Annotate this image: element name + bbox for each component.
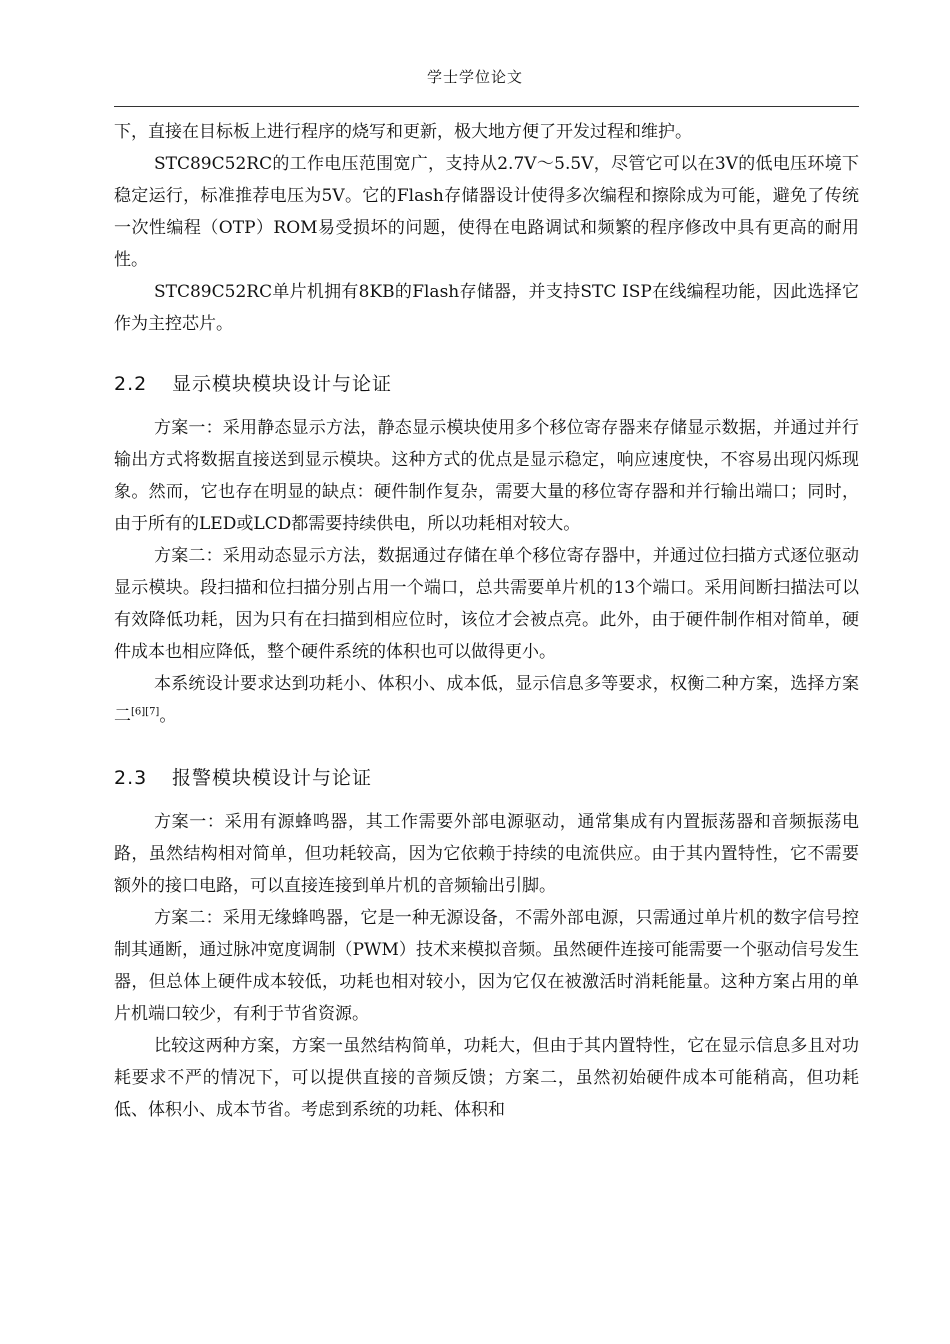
paragraph-continued: 下，直接在目标板上进行程序的烧写和更新，极大地方便了开发过程和维护。 — [114, 122, 692, 142]
paragraph-passive-buzzer: 方案二：采用无缘蜂鸣器，它是一种无源设备，不需外部电源，只需通过单片机的数字信号控制其通断，通过脉冲宽度调制（PWM）技术来模拟音频。虽然硬件连接可能需要一个驱动信号发生器，但总体上硬件成本较低，功耗也相对较小，因为它仅在被激活时消耗能量。这种方案占用的单片机端口较少，有利于节省资源。 — [114, 908, 859, 1024]
section-heading-2-2 — [114, 368, 859, 400]
section-number: 2.3 — [114, 767, 148, 789]
section-title: 显示模块模块设计与论证 — [172, 373, 393, 395]
document-body — [114, 116, 859, 1126]
conclusion-end: 。 — [159, 706, 177, 726]
section-number: 2.2 — [114, 373, 148, 395]
header-divider — [114, 106, 859, 107]
section-title: 报警模块模设计与论证 — [172, 767, 373, 789]
paragraph-chip-selection: STC89C52RC单片机拥有8KB的Flash存储器，并支持STC ISP在线编程功能，因此选择它作为主控芯片。 — [114, 282, 859, 334]
paragraph-active-buzzer: 方案一：采用有源蜂鸣器，其工作需要外部电源驱动，通常集成有内置振荡器和音频振荡电路，虽然结构相对简单，但功耗较高，因为它依赖于持续的电流供应。由于其内置特性，它不需要额外的接口电路，可以直接连接到单片机的音频输出引脚。 — [114, 812, 859, 896]
conclusion-text: 本系统设计要求达到功耗小、体积小、成本低，显示信息多等要求，权衡二种方案，选择方案二 — [114, 674, 859, 726]
page-header-title: 学士学位论文 — [426, 68, 523, 86]
paragraph-dynamic-display: 方案二：采用动态显示方法，数据通过存储在单个移位寄存器中，并通过位扫描方式逐位驱动显示模块。段扫描和位扫描分别占用一个端口，总共需要单片机的13个端口。采用间断扫描法可以有效降低功耗，因为只有在扫描到相应位时，该位才会被点亮。此外，由于硬件制作相对简单，硬件成本也相应降低，整个硬件系统的体积也可以做得更小。 — [114, 546, 859, 662]
paragraph-display-conclusion — [114, 668, 859, 732]
section-heading-2-3 — [114, 762, 859, 794]
paragraph-voltage-range: STC89C52RC的工作电压范围宽广，支持从2.7V～5.5V，尽管它可以在3V的低电压环境下稳定运行，标准推荐电压为5V。它的Flash存储器设计使得多次编程和擦除成为可能，避免了传统一次性编程（OTP）ROM易受损坏的问题，使得在电路调试和频繁的程序修改中具有更高的耐用性。 — [114, 154, 859, 270]
paragraph-buzzer-comparison: 比较这两种方案，方案一虽然结构简单，功耗大，但由于其内置特性，它在显示信息多且对功耗要求不严的情况下，可以提供直接的音频反馈；方案二，虽然初始硬件成本可能稍高，但功耗低、体积小、成本节省。考虑到系统的功耗、体积和 — [114, 1036, 859, 1120]
paragraph-static-display: 方案一：采用静态显示方法，静态显示模块使用多个移位寄存器来存储显示数据，并通过并行输出方式将数据直接送到显示模块。这种方式的优点是显示稳定，响应速度快，不容易出现闪烁现象。然而，它也存在明显的缺点：硬件制作复杂，需要大量的移位寄存器和并行输出端口；同时，由于所有的LED或LCD都需要持续供电，所以功耗相对较大。 — [114, 418, 859, 534]
citation-ref: [6][7] — [131, 706, 160, 718]
